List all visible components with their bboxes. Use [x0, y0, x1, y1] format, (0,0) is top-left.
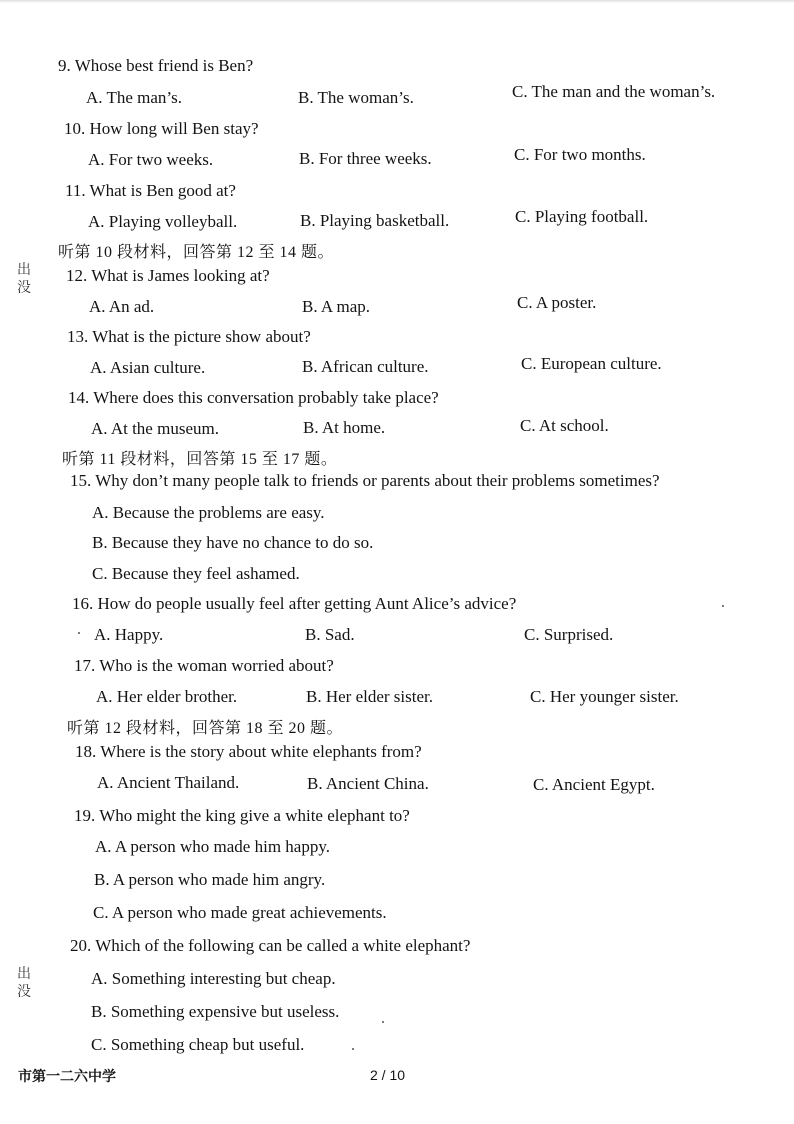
scan-speck	[352, 1048, 354, 1050]
question-17-stem: 17. Who is the woman worried about?	[74, 656, 334, 675]
question-12-option-b: B. A map.	[302, 297, 371, 316]
question-15-option-a: A. Because the problems are easy.	[92, 503, 325, 522]
section-11-instruction: 听第 11 段材料，回答第 15 至 17 题。	[62, 451, 338, 468]
question-14-option-a: A. At the museum.	[91, 419, 219, 438]
page-number: 2 / 10	[370, 1067, 406, 1083]
question-15-stem: 15. Why don’t many people talk to friends or parents about their problems sometimes?	[70, 471, 660, 490]
question-17-option-c: C. Her younger sister.	[530, 687, 679, 706]
question-14-stem: 14. Where does this conversation probably take place?	[68, 388, 439, 407]
section-12-instruction: 听第 12 段材料，回答第 18 至 20 题。	[67, 720, 344, 737]
question-10-stem: 10. How long will Ben stay?	[64, 119, 259, 138]
question-11-option-c: C. Playing football.	[515, 207, 649, 226]
section-10-instruction: 听第 10 段材料，回答第 12 至 14 题。	[58, 244, 335, 261]
question-11-option-a: A. Playing volleyball.	[88, 212, 238, 231]
question-18-stem: 18. Where is the story about white elephants from?	[75, 742, 422, 761]
question-15-option-b: B. Because they have no chance to do so.	[92, 533, 374, 552]
question-18-option-a: A. Ancient Thailand.	[97, 773, 240, 792]
question-12-option-a: A. An ad.	[89, 297, 155, 316]
question-13-option-b: B. African culture.	[302, 357, 429, 376]
question-19-option-b: B. A person who made him angry.	[94, 870, 326, 889]
question-19-option-c: C. A person who made great achievements.	[93, 903, 387, 922]
margin-binding-mark: 出没	[17, 967, 31, 1000]
question-10-option-b: B. For three weeks.	[299, 149, 432, 168]
question-20-option-a: A. Something interesting but cheap.	[91, 969, 336, 988]
question-14-option-c: C. At school.	[520, 416, 609, 435]
question-14-option-b: B. At home.	[303, 418, 386, 437]
question-16-option-c: C. Surprised.	[524, 625, 614, 644]
question-20-option-c: C. Something cheap but useful.	[91, 1035, 305, 1054]
question-11-stem: 11. What is Ben good at?	[65, 181, 236, 200]
question-16-stem: 16. How do people usually feel after getting Aunt Alice’s advice?	[72, 594, 517, 613]
question-19-stem: 19. Who might the king give a white elephant to?	[74, 806, 410, 825]
question-17-option-a: A. Her elder brother.	[96, 687, 238, 706]
question-9-option-c: C. The man and the woman’s.	[512, 82, 716, 101]
question-20-option-b: B. Something expensive but useless.	[91, 1002, 340, 1021]
scan-speck	[78, 632, 80, 634]
question-13-option-a: A. Asian culture.	[90, 358, 206, 377]
question-19-option-a: A. A person who made him happy.	[95, 837, 330, 856]
question-9-option-b: B. The woman’s.	[298, 88, 414, 107]
scan-speck	[382, 1021, 384, 1023]
question-12-stem: 12. What is James looking at?	[66, 266, 270, 285]
question-9-option-a: A. The man’s.	[86, 88, 183, 107]
scan-speck	[722, 605, 724, 607]
question-18-option-b: B. Ancient China.	[307, 774, 429, 793]
scan-top-edge	[0, 0, 794, 3]
question-20-stem: 20. Which of the following can be called a white elephant?	[70, 936, 471, 955]
footer-school-name: 市第一二六中学	[18, 1070, 116, 1085]
question-13-option-c: C. European culture.	[521, 354, 662, 373]
question-12-option-c: C. A poster.	[517, 293, 597, 312]
question-11-option-b: B. Playing basketball.	[300, 211, 450, 230]
question-16-option-b: B. Sad.	[305, 625, 355, 644]
question-13-stem: 13. What is the picture show about?	[67, 327, 311, 346]
question-16-option-a: A. Happy.	[94, 625, 164, 644]
question-18-option-c: C. Ancient Egypt.	[533, 775, 655, 794]
margin-binding-mark: 出没	[17, 263, 31, 296]
question-15-option-c: C. Because they feel ashamed.	[92, 564, 300, 583]
question-9-stem: 9. Whose best friend is Ben?	[58, 56, 254, 75]
question-17-option-b: B. Her elder sister.	[306, 687, 433, 706]
question-10-option-c: C. For two months.	[514, 145, 646, 164]
question-10-option-a: A. For two weeks.	[88, 150, 214, 169]
